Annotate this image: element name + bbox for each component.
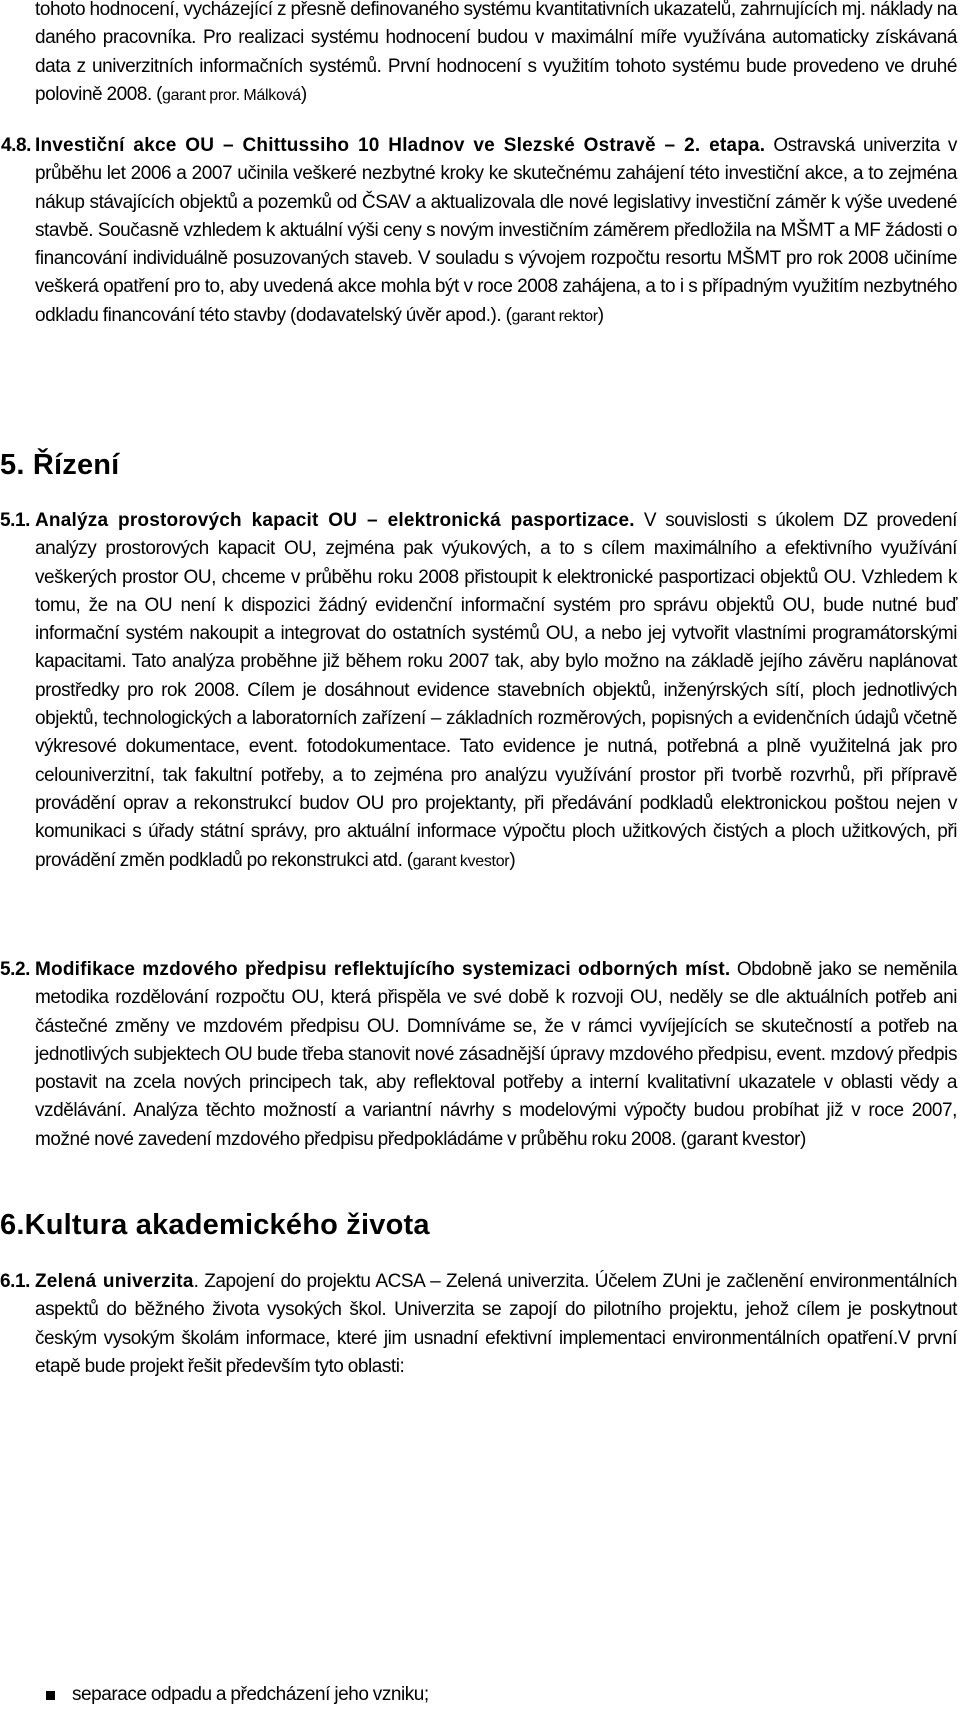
section-5-2-title: Modifikace mzdového předpisu reflektujícího systemizaci odborných míst. xyxy=(35,959,731,980)
section-5-1-garant: garant kvestor xyxy=(412,852,510,870)
section-4-8: 4.8. Investiční akce OU – Chittussiho 10 Hladnov ve Slezské Ostravě – 2. etapa. Ostravská univerzita v průběhu let 2006 a 2007 učinila veškeré nezbytné kroky ke skutečnému zahájení této investiční akce, a to zejména nákup stávajících objektů a pozemků od ČSAV a aktualizovala dle nové legislativy investiční záměr k výše uvedené stavbě. Současně vzhledem k aktuální výši ceny s novým investičním záměrem předložila na MŠMT a MF žádosti o financování individuálně posuzovaných staveb. V souladu s vývojem rozpočtu resortu MŠMT pro rok 2008 učiníme veškerá opatření pro to, aby uvedená akce mohla být v roce 2008 zahájena, a to i s případným využitím nezbytného odkladu financování této stavby (dodavatelský úvěr apod.). (garant rektor) xyxy=(35,132,957,331)
section-4-8-number: 4.8. xyxy=(1,135,31,156)
bullet-item xyxy=(72,1681,952,1709)
heading-6-kultura: 6.Kultura akademického života xyxy=(0,1209,430,1241)
section-5-1: 5.1. Analýza prostorových kapacit OU – elektronická pasportizace. V souvislosti s úkolem DZ provedení analýzy prostorových kapacit OU, zejména pak výukových, a to s cílem maximálního a efektivního využívání veškerých prostor OU, chceme v průběhu roku 2008 přistoupit k elektronické pasportizaci objektů OU. Vzhledem k tomu, že na OU není k dispozici žádný evidenční informační systém pro správu objektů OU, bude nutné buď informační systém nakoupit a integrovat do ostatních systémů OU, a nebo jej vytvořit vlastními programátorskými kapacitami. Tato analýza proběhne již během roku 2007 tak, aby bylo možno na základě jejího závěru naplánovat prostředky pro rok 2008. Cílem je dosáhnout evidence stavebních objektů, inženýrských sítí, ploch jednotlivých objektů, technologických a laboratorních zařízení – základních rozměrových, popisných a evidenčních údajů včetně výkresové dokumentace, event. fotodokumentace. Tato evidence je nutná, potřebná a plně využitelná jak pro celouniverzitní, tak fakultní potřeby, a to zejména pro analýzu využívání prostor při tvorbě rozvrhů, při přípravě provádění oprav a rekonstrukcí budov OU pro projektanty, při předávání podkladů elektronickou poštou nejen v komunikaci s úřady státní správy, pro aktuální informace výpočtu ploch užitkových čistých a ploch užitkových, při provádění změn podkladů po rekonstrukci atd. (garant kvestor) xyxy=(35,507,957,876)
section-4-8-garant: garant rektor xyxy=(511,307,598,325)
bullet-item-text: separace odpadu a předcházení jeho vzniku; xyxy=(72,1684,429,1705)
section-5-1-body: V souvislosti s úkolem DZ provedení analýzy prostorových kapacit OU, zejména pak výukových, a to s cílem maximálního a efektivního využívání veškerých prostor OU, chceme v průběhu roku 2008 přistoupit k elektronické pasportizaci objektů OU. Vzhledem k tomu, že na OU není k dispozici žádný evidenční informační systém pro správu objektů OU, bude nutné buď informační systém nakoupit a integrovat do ostatních systémů OU, a nebo jej vytvořit vlastními programátorskými kapacitami. Tato analýza proběhne již během roku 2007 tak, aby bylo možno na základě jejího závěru naplánovat prostředky pro rok 2008. Cílem je dosáhnout evidence stavebních objektů, inženýrských sítí, ploch jednotlivých objektů, technologických a laboratorních zařízení – základních rozměrových, popisných a evidenčních údajů včetně výkresové dokumentace, event. fotodokumentace. Tato evidence je nutná, potřebná a plně využitelná jak pro celouniverzitní, tak fakultní potřeby, a to zejména pro analýzu využívání prostor při tvorbě rozvrhů, při přípravě provádění oprav a rekonstrukcí budov OU pro projektanty, při předávání podkladů elektronickou poštou nejen v komunikaci s úřady státní správy, pro aktuální informace výpočtu ploch užitkových čistých a ploch užitkových, při provádění změn podkladů po rekonstrukci atd. ( xyxy=(35,510,958,871)
section-6-1-title: Zelená univerzita xyxy=(35,1271,194,1292)
section-4-8-body: Ostravská univerzita v průběhu let 2006 a 2007 učinila veškeré nezbytné kroky ke skutečnému zahájení této investiční akce, a to zejména nákup stávajících objektů a pozemků od ČSAV a aktualizovala dle nové legislativy investiční záměr k výše uvedené stavbě. Současně vzhledem k aktuální výši ceny s novým investičním záměrem předložila na MŠMT a MF žádosti o financování individuálně posuzovaných staveb. V souladu s vývojem rozpočtu resortu MŠMT pro rok 2008 učiníme veškerá opatření pro to, aby uvedená akce mohla být v roce 2008 zahájena, a to i s případným využitím nezbytného odkladu financování této stavby (dodavatelský úvěr apod.). ( xyxy=(35,135,957,326)
intro-garant: garant pror. Málková xyxy=(162,86,301,104)
section-5-1-number: 5.1. xyxy=(0,510,30,531)
square-bullet-icon xyxy=(46,1691,55,1700)
heading-5-rizeni: 5. Řízení xyxy=(0,449,120,481)
section-6-1-number: 6.1. xyxy=(0,1271,30,1292)
intro-paragraph: tohoto hodnocení, vycházející z přesně definovaného systému kvantitativních ukazatelů, zahrnujících mj. náklady na daného pracovníka. Pro realizaci systému hodnocení budou v maximální míře využívána automaticky získávaná data z univerzitních informačních systémů. První hodnocení s využitím tohoto systému bude provedeno ve druhé polovině 2008. (garant pror. Málková) xyxy=(35,0,957,105)
section-5-2-number: 5.2. xyxy=(0,959,30,980)
section-5-2 xyxy=(0,956,957,1154)
intro-text: tohoto hodnocení, vycházející z přesně definovaného systému kvantitativních ukazatelů, zahrnujících mj. náklady na daného pracovníka. Pro realizaci systému hodnocení budou v maximální míře využívána automaticky získávaná data z univerzitních informačních systémů. První hodnocení s využitím tohoto systému bude provedeno ve druhé polovině 2008. ( xyxy=(35,0,957,105)
section-4-8-title: Investiční akce OU – Chittussiho 10 Hladnov ve Slezské Ostravě – 2. etapa. xyxy=(35,135,766,156)
section-5-2-body: Obdobně jako se neměnila metodika rozdělování rozpočtu OU, která přispěla ve své době k rozvoji OU, neděly se dle aktuálních potřeb ani částečné změny ve mzdovém předpisu OU. Domníváme se, že v rámci vyvíjejících se skutečností a potřeb na jednotlivých subjektech OU bude třeba stanovit nové zásadnější úpravy mzdového předpisu, event. mzdový předpis postavit na zcela nových principech tak, aby reflektoval potřeby a interní kvalitativní ukazatele v oblasti vědy a vzdělávání. Analýza těchto možností a variantní návrhy s modelovými výpočty budou probíhat již v roce 2007, možné nové zavedení mzdového předpisu předpokládáme v průběhu roku 2008. (garant kvestor) xyxy=(35,959,957,1150)
section-6-1-body: . Zapojení do projektu ACSA – Zelená univerzita. Účelem ZUni je začlenění environmentálních aspektů do běžného života vysokých škol. Univerzita se zapojí do pilotního projektu, jehož cílem je poskytnout českým vysokým školám informace, které jim usnadní efektivní implementaci environmentálních opatření.V první etapě bude projekt řešit především tyto oblasti: xyxy=(35,1271,958,1377)
section-6-1 xyxy=(0,1268,958,1381)
section-5-1-title: Analýza prostorových kapacit OU – elektronická pasportizace. xyxy=(35,510,635,531)
